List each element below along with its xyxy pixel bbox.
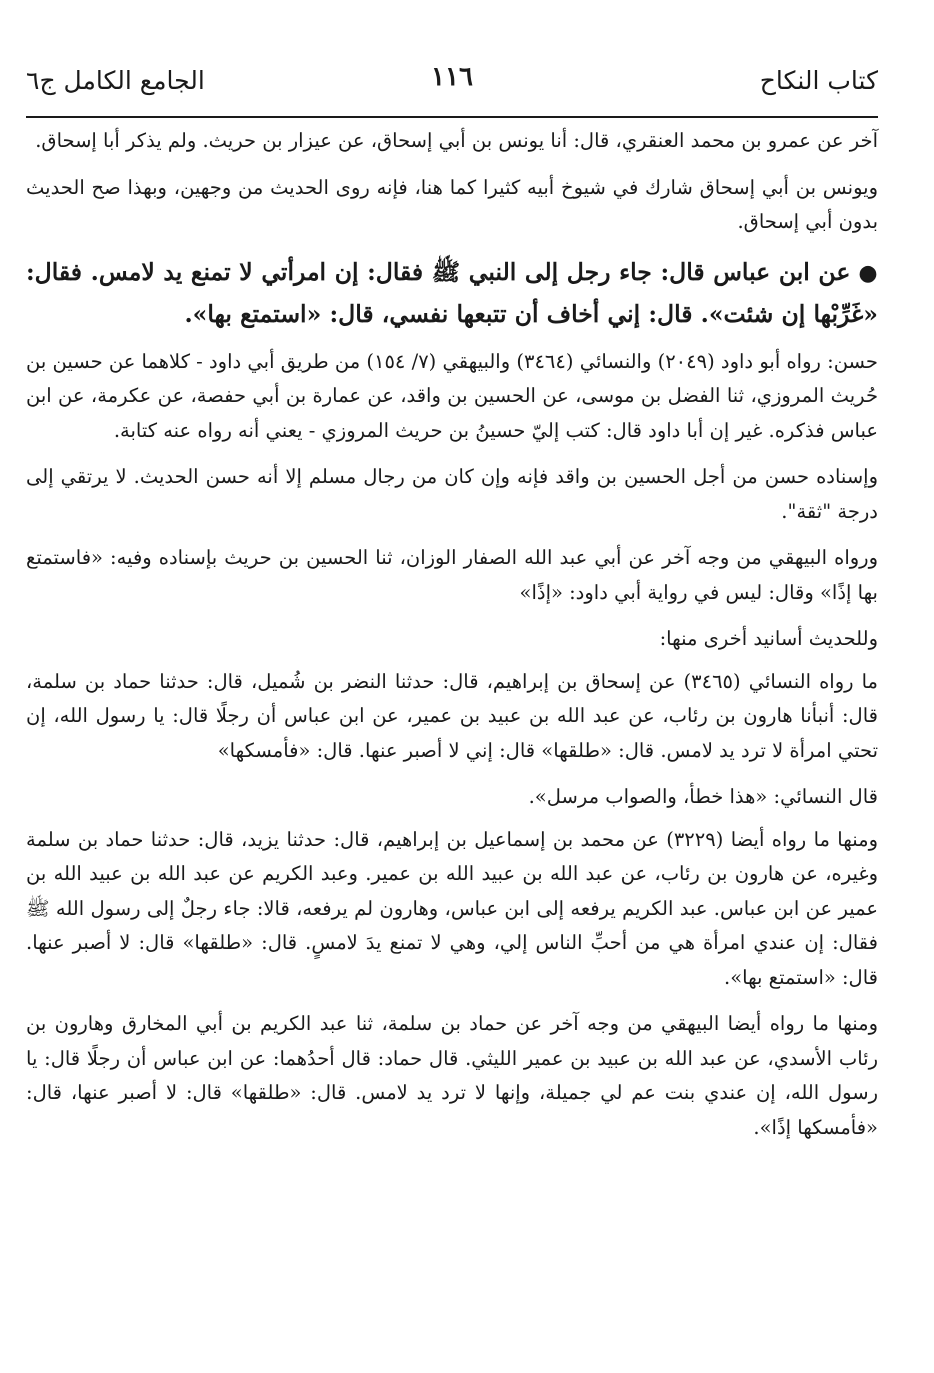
paragraph: آخر عن عمرو بن محمد العنقري، قال: أنا يونس بن أبي إسحاق، عن عيزار بن حريث. ولم يذكر أبا إسحاق. — [35, 129, 878, 152]
paragraph: ما رواه النسائي (٣٤٦٥) عن إسحاق بن إبراهيم، قال: حدثنا النضر بن شُميل، قال: حدثنا حماد بن سلمة، قال: أنبأنا هارون بن رئاب، عن عبد الله بن عبيد بن عمير، عن ابن عباس أن رجلًا قال: يا رسول الله، إن تحتي امرأة لا ترد يد لامس. قال: «طلقها» قال: إني لا أصبر عنها. قال: «فأمسكها» — [26, 669, 878, 762]
paragraph: ومنها ما رواه أيضا البيهقي من وجه آخر عن حماد بن سلمة، ثنا عبد الكريم بن أبي المخارق وهارون بن رئاب الأسدي، عن عبد الله بن عبيد بن عمير الليثي. قال حماد: قال أحدُهما: عن ابن عباس أن رجلًا قال: يا رسول الله، إن عندي بنت عم لي جميلة، وإنها لا ترد يد لامس. قال: «طلقها» قال: لا أصبر عنها، قال: «فأمسكها إذًا». — [26, 1012, 878, 1139]
document-page — [26, 52, 878, 1157]
page-body — [26, 118, 878, 1145]
paragraph: قال النسائي: «هذا خطأ، والصواب مرسل». — [528, 785, 878, 808]
paragraph: ورواه البيهقي من وجه آخر عن أبي عبد الله الصفار الوزان، ثنا الحسين بن حريث بإسناده وفيه: «فاستمتع بها إذًا» وقال: ليس في رواية أبي داود: «إذًا» — [26, 546, 878, 604]
paragraph: ويونس بن أبي إسحاق شارك في شيوخ أبيه كثيرا كما هنا، فإنه روى الحديث من وجهين، وبهذا صح الحديث بدون أبي إسحاق. — [26, 175, 878, 233]
volume-title: الجامع الكامل ج٦ — [26, 66, 205, 95]
book-title: كتاب النكاح — [759, 66, 878, 95]
running-header — [26, 52, 878, 118]
paragraph: حسن: رواه أبو داود (٢٠٤٩) والنسائي (٣٤٦٤) والبيهقي (٧/ ١٥٤) من طريق أبي داود - كلاهما عن حسين بن حُريث المروزي، ثنا الفضل بن موسى، عن الحسين بن واقد، عن عمارة بن أبي حفصة، عن عكرمة، عن ابن عباس فذكره. غير إن أبا داود قال: كتب إليّ حسينُ بن حريث المروزي - يعني أنه رواه عنه كتابة. — [26, 349, 878, 442]
page-number: ١١٦ — [431, 62, 473, 92]
paragraph: وإسناده حسن من أجل الحسين بن واقد فإنه وإن كان من رجال مسلم إلا أنه حسن الحديث. لا يرتقي إلى درجة "ثقة". — [26, 465, 878, 523]
paragraph: وللحديث أسانيد أخرى منها: — [659, 627, 878, 650]
paragraph: ومنها ما رواه أيضا (٣٢٢٩) عن محمد بن إسماعيل بن إبراهيم، قال: حدثنا يزيد، قال: حدثنا حماد بن سلمة وغيره، عن هارون بن رئاب، عن عبد الله بن عبيد الله بن عمير. وعبد الكريم عن عبد الله بن عبيد الله بن عمير عن ابن عباس. عبد الكريم يرفعه إلى ابن عباس، وهارون لم يرفعه، قالا: جاء رجلٌ إلى رسول الله ﷺ فقال: إن عندي امرأة هي من أحبِّ الناس إلي، وهي لا تمنع يدَ لامسٍ. قال: «طلقها» قال: لا أصبر عنها. قال: «استمتع بها». — [26, 827, 878, 989]
hadith-body: عن ابن عباس قال: جاء رجل إلى النبي ﷺ فقال: إن امرأتي لا تمنع يد لامس. فقال: «غَرِّبْها إن شئت». قال: إني أخاف أن تتبعها نفسي، قال: «استمتع بها». — [26, 257, 878, 328]
hadith-text — [26, 252, 878, 335]
bullet-icon: ● — [858, 259, 878, 286]
